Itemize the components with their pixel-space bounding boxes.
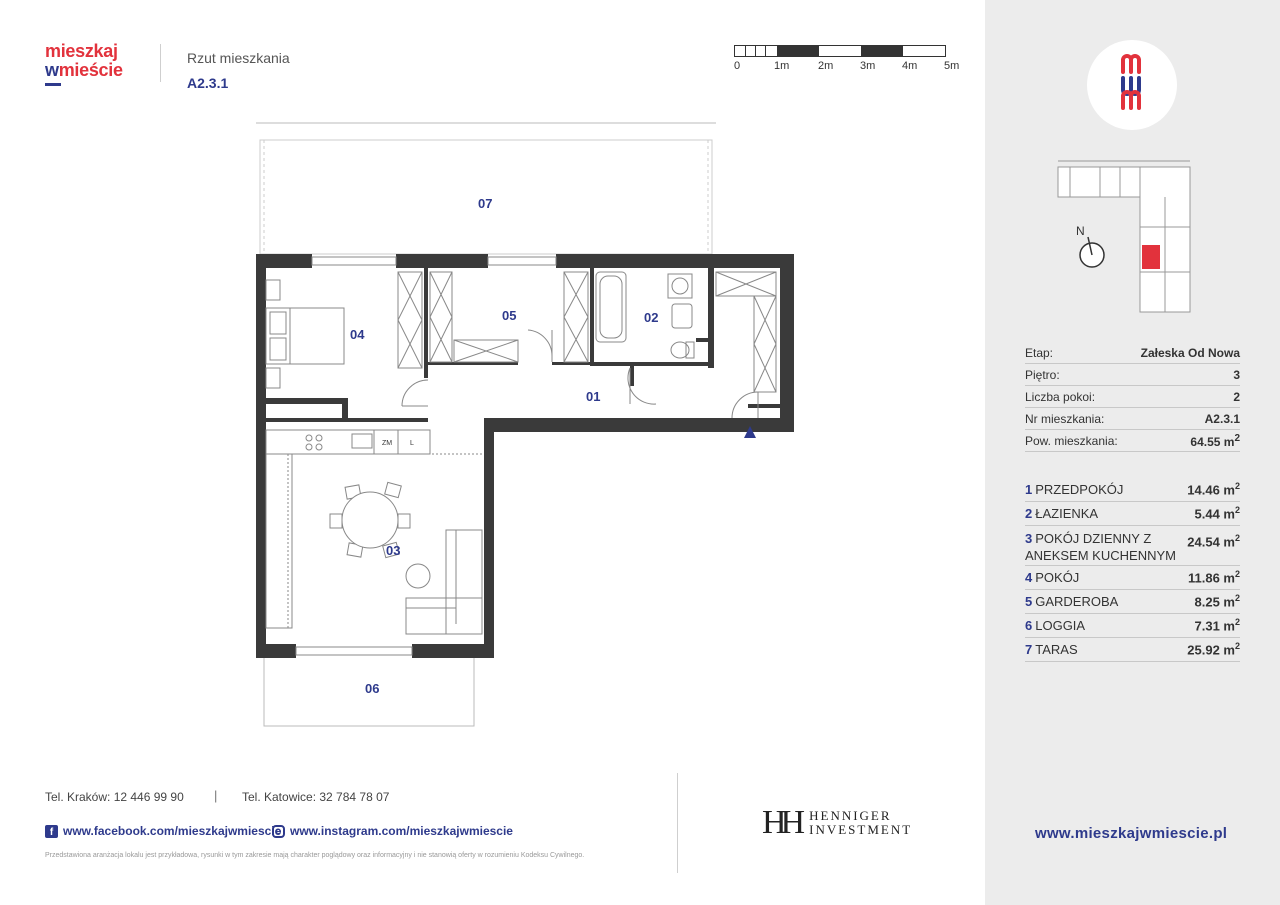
brand-divider (160, 44, 161, 82)
room-number: 7 (1025, 642, 1033, 657)
brand-line-2-rest: mieście (58, 60, 123, 80)
room-area (1187, 530, 1240, 550)
room-area-value: 8.25 m (1194, 594, 1235, 610)
room-area-sup: 2 (1234, 593, 1240, 604)
apartment-code: A2.3.1 (187, 75, 229, 91)
info-value: 2 (1233, 389, 1240, 404)
room-area (1187, 641, 1240, 657)
room-number: 2 (1025, 506, 1033, 521)
room-area-value: 25.92 m (1187, 642, 1235, 658)
room-area-value: 14.46 m (1187, 482, 1235, 498)
fridge-label: ZM (382, 440, 393, 447)
room-area-sup: 2 (1234, 617, 1240, 628)
room-name: ŁAZIENKA (1035, 506, 1099, 521)
sofa (406, 530, 482, 634)
info-label: Pow. mieszkania: (1025, 433, 1118, 448)
room-name: POKÓJ DZIENNY Z ANEKSEM KUCHENNYM (1025, 531, 1176, 563)
room-area-value: 7.31 m (1194, 618, 1235, 634)
phone-separator: | (214, 788, 218, 803)
brand-underline (45, 83, 61, 86)
instagram-url: www.instagram.com/mieszkajwmiescie (290, 824, 513, 838)
room-label-07: 07 (478, 196, 493, 211)
website-link[interactable]: www.mieszkajwmiescie.pl (1035, 825, 1228, 842)
scale-label: 0 (734, 60, 741, 72)
page-title: Rzut mieszkania (187, 50, 290, 66)
phone-krakow[interactable]: Tel. Kraków: 12 446 99 90 (45, 790, 184, 804)
terrace-area (256, 123, 716, 254)
room-row (1025, 502, 1240, 526)
room-row (1025, 478, 1240, 502)
brand-line-2 (45, 61, 145, 80)
mwm-logo-icon (1087, 40, 1177, 130)
scale-label: 4m (902, 60, 918, 72)
instagram-link[interactable] (272, 824, 513, 838)
room-area-sup: 2 (1234, 533, 1240, 543)
info-row (1025, 342, 1240, 364)
scale-labels (734, 60, 974, 74)
room-area-sup: 2 (1234, 505, 1240, 516)
room-row (1025, 614, 1240, 638)
phone-katowice[interactable]: Tel. Katowice: 32 784 78 07 (242, 790, 390, 804)
room-name: POKÓJ (1035, 570, 1080, 585)
room-name: GARDEROBA (1035, 594, 1119, 609)
facebook-icon: f (45, 825, 58, 838)
info-label: Piętro: (1025, 367, 1060, 382)
room-row (1025, 638, 1240, 662)
room-label-01: 01 (586, 389, 601, 404)
info-row (1025, 364, 1240, 386)
info-label: Liczba pokoi: (1025, 389, 1096, 404)
room-row (1025, 590, 1240, 614)
scale-label: 5m (944, 60, 960, 72)
info-row (1025, 386, 1240, 408)
room-number: 3 (1025, 531, 1033, 546)
henniger-mark: HH (762, 804, 800, 841)
bed (266, 280, 344, 388)
henniger-line-1: HENNIGER (809, 808, 892, 823)
doors (402, 330, 758, 418)
room-label-05: 05 (502, 308, 517, 323)
room-name: PRZEDPOKÓJ (1035, 482, 1124, 497)
facebook-url: www.facebook.com/mieszkajwmiescie (63, 824, 282, 838)
info-row (1025, 408, 1240, 430)
room-area-value: 11.86 m (1187, 570, 1235, 586)
brand-w: w (45, 60, 59, 80)
room-area (1195, 617, 1241, 633)
compass-north-label: N (1076, 224, 1085, 238)
room-label-02: 02 (644, 310, 659, 325)
mwm-logo[interactable] (1087, 40, 1177, 130)
room-label-06: 06 (365, 681, 380, 696)
room-row (1025, 526, 1240, 566)
info-value: Załeska Od Nowa (1140, 345, 1240, 360)
room-area-sup: 2 (1234, 481, 1240, 492)
room-area (1187, 481, 1240, 497)
scale-label: 1m (774, 60, 790, 72)
scale-seg-3 (861, 46, 903, 56)
info-value-sup: 2 (1234, 432, 1240, 444)
info-value: A2.3.1 (1204, 411, 1240, 426)
dishwasher-label: L (410, 440, 414, 447)
henniger-line-2: INVESTMENT (809, 822, 913, 837)
room-number: 6 (1025, 618, 1033, 633)
room-area-value: 5.44 m (1194, 506, 1235, 522)
room-number: 4 (1025, 570, 1033, 585)
walls (256, 254, 794, 658)
scale-bar (734, 45, 946, 57)
room-area-value: 24.54 m (1187, 534, 1235, 550)
room-label-04: 04 (350, 327, 365, 342)
room-area (1188, 569, 1240, 585)
apartment-highlight (1142, 245, 1160, 269)
info-label: Etap: (1025, 345, 1054, 360)
room-row (1025, 566, 1240, 590)
room-area (1195, 505, 1241, 521)
info-row (1025, 430, 1240, 452)
room-area (1195, 593, 1241, 609)
footer-divider (677, 773, 678, 873)
info-label: Nr mieszkania: (1025, 411, 1105, 426)
room-name: TARAS (1035, 642, 1078, 657)
info-value: 3 (1233, 367, 1240, 382)
scale-tick (745, 46, 746, 56)
scale-seg-1 (777, 46, 819, 56)
info-value (1190, 433, 1240, 449)
room-label-03: 03 (386, 543, 401, 558)
room-area-sup: 2 (1234, 641, 1240, 652)
instagram-icon (272, 825, 285, 838)
henniger-investment-logo[interactable] (762, 806, 912, 840)
room-number: 5 (1025, 594, 1033, 609)
room-area-sup: 2 (1234, 569, 1240, 580)
scale-label: 3m (860, 60, 876, 72)
scale-tick (765, 46, 766, 56)
scale-tick (755, 46, 756, 56)
building-key-plan (1040, 157, 1200, 322)
closets (398, 272, 776, 392)
room-number: 1 (1025, 482, 1033, 497)
info-value-text: 64.55 m (1190, 434, 1235, 449)
sidebar (985, 0, 1280, 905)
room-name: LOGGIA (1035, 618, 1086, 633)
brand-logo[interactable] (45, 42, 145, 86)
brand-line-1: mieszkaj (45, 41, 118, 61)
floor-plan (250, 118, 810, 733)
scale-label: 2m (818, 60, 834, 72)
disclaimer: Przedstawiona aranżacja lokalu jest przykładowa, rysunki w tym zakresie mają charakter poglądowy oraz informacyjny i nie stanowią oferty w rozumieniu Kodeksu Cywilnego. (45, 852, 585, 859)
facebook-link[interactable] (45, 824, 281, 838)
